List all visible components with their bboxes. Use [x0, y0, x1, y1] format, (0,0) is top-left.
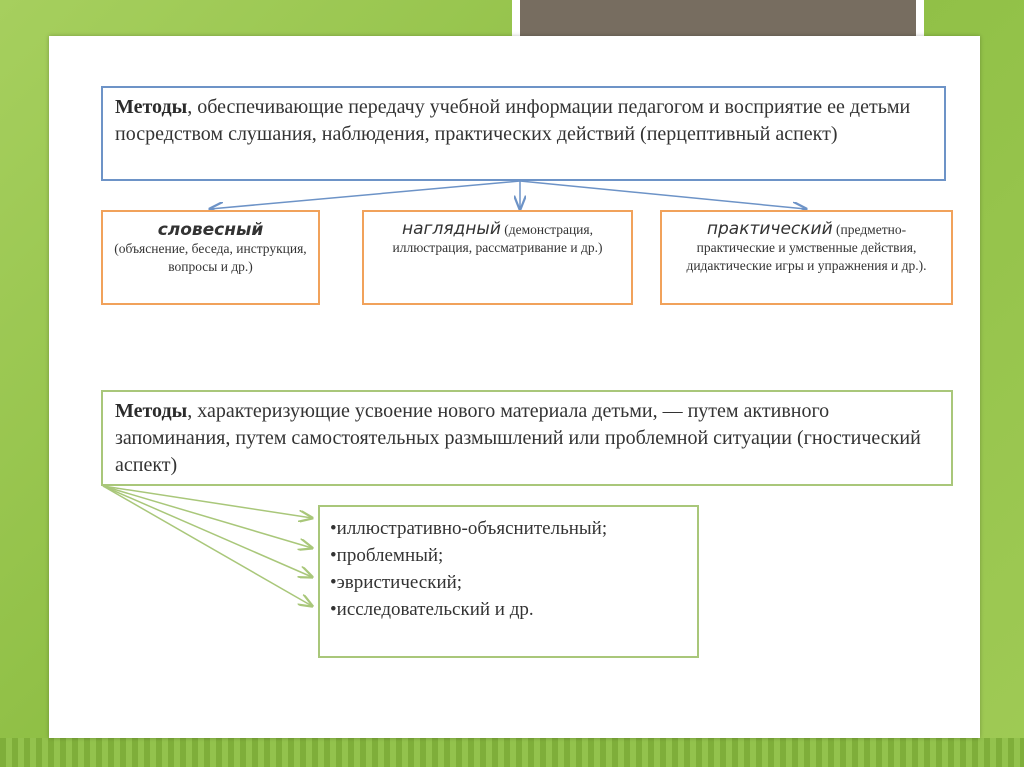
practical-method-desc: (предметно-практические и умственные действия, дидактические игры и упражнения и др.). — [686, 222, 927, 273]
gnostic-methods-text: , характеризующие усвоение нового материала детьми, — путем активного запоминания, путем самостоятельных размышлений или проблемной ситуации (гностический аспект) — [115, 400, 921, 476]
visual-method-title: наглядный — [402, 219, 501, 239]
perceptive-methods-box — [101, 86, 946, 181]
background-stripes — [0, 738, 1024, 767]
verbal-method-desc: (объяснение, беседа, инструкция, вопросы и др.) — [114, 241, 307, 274]
gnostic-methods-title: Методы — [115, 400, 188, 422]
list-item: •проблемный; — [330, 545, 444, 566]
practical-method-box — [660, 210, 953, 305]
perceptive-methods-text: , обеспечивающие передачу учебной информации педагогом и восприятие ее детьми посредством слушания, наблюдения, практических действий (перцептивный аспект) — [115, 96, 911, 145]
visual-method-desc: (демонстрация, иллюстрация, рассматривание и др.) — [392, 222, 603, 255]
list-item: •исследовательский и др. — [330, 599, 534, 620]
verbal-method-box — [101, 210, 320, 305]
gnostic-methods-box — [101, 390, 953, 486]
list-item: •иллюстративно-объяснительный; — [330, 518, 608, 539]
top-tab-bar — [520, 0, 916, 36]
perceptive-methods-title: Методы — [115, 96, 188, 118]
visual-method-box — [362, 210, 633, 305]
verbal-method-title: словесный — [157, 220, 264, 240]
practical-method-title: практический — [706, 219, 833, 239]
list-item: •эвристический; — [330, 572, 463, 593]
gnostic-methods-list — [318, 505, 699, 658]
